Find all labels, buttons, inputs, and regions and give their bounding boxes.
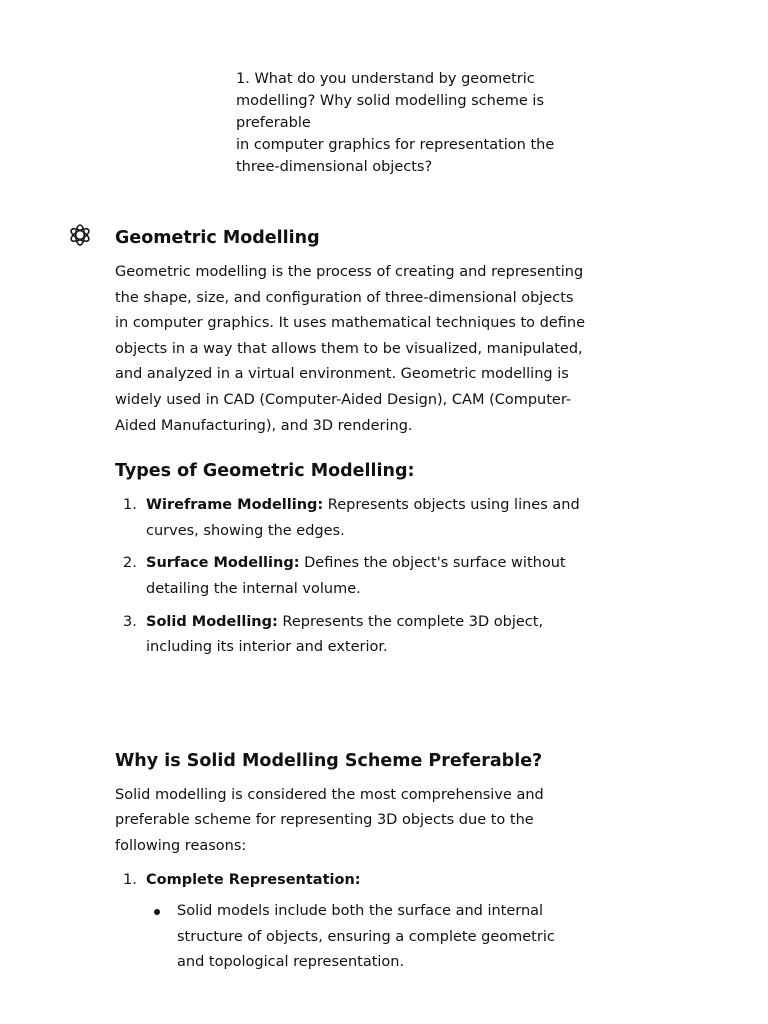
list-number: 2. [123, 555, 137, 572]
list-term: Wireframe Modelling: [146, 497, 324, 514]
list-term: Solid Modelling: [146, 613, 278, 630]
types-heading: Types of Geometric Modelling: [115, 461, 415, 482]
question-line: modelling? Why solid modelling scheme is [236, 93, 545, 109]
question-line: in computer graphics for representation the [236, 137, 555, 153]
why-paragraph: Solid modelling is considered the most comprehensive and preferable scheme for representing 3D objects due to the following reasons: [115, 786, 544, 854]
assistant-response [115, 224, 585, 983]
openai-logo-icon [67, 222, 93, 248]
question-line: three-dimensional objects? [236, 159, 433, 175]
list-term: Surface Modelling: [146, 555, 300, 572]
list-desc: Represents objects using lines and curves, showing the edges. [146, 497, 580, 539]
intro-paragraph: Geometric modelling is the process of creating and representing the shape, size, and configuration of three-dimensional objects in computer graphics. It uses mathematical techniques to define objects in a way that allows them to be visualized, manipulated, and analyzed in a virtual environment. Geometric modelling is widely used in CAD (Computer-Aided Design), CAM (Computer-Aided Manufacturing), and 3D rendering. [115, 264, 586, 434]
list-number: 3. [123, 613, 137, 630]
list-term: Complete Representation: [146, 871, 361, 888]
list-number: 1. [123, 871, 137, 888]
list-item [115, 551, 585, 602]
list-item [115, 493, 585, 544]
bullet-item [146, 899, 585, 976]
section-heading: Geometric Modelling [115, 228, 320, 248]
list-desc: Represents the complete 3D object, including its interior and exterior. [146, 613, 544, 656]
question-line: preferable [236, 115, 311, 131]
list-item [115, 868, 585, 976]
bullet-dot [154, 909, 160, 915]
bullet-list [146, 899, 585, 976]
list-number: 1. [123, 497, 137, 514]
bullet-text: Solid models include both the surface and internal structure of objects, ensuring a complete geometric and topological representation. [177, 903, 555, 971]
user-question [236, 68, 566, 178]
list-desc: Defines the object's surface without detailing the internal volume. [146, 555, 566, 597]
list-item [115, 610, 585, 661]
types-list [115, 493, 585, 661]
question-line: 1. What do you understand by geometric [236, 71, 535, 87]
reasons-list [115, 868, 585, 976]
why-heading: Why is Solid Modelling Scheme Preferable? [115, 750, 543, 771]
